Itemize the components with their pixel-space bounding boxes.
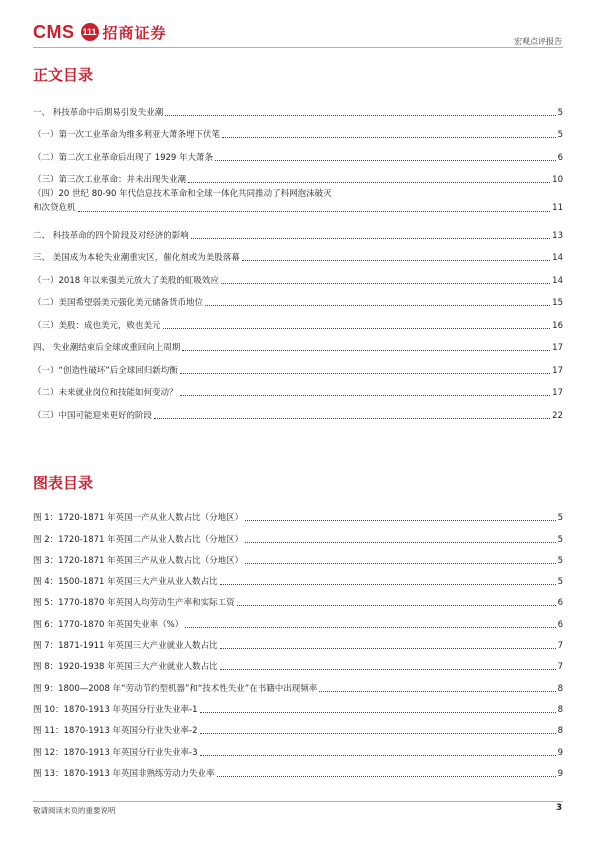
toc-entry-page: 6 <box>557 152 563 163</box>
dot-leader <box>205 304 550 306</box>
cms-logo <box>33 20 167 44</box>
toc-list <box>33 96 563 422</box>
toc-entry-label: 四、 失业潮结束后全球或重回向上周期 <box>33 343 181 353</box>
figure-entry-page: 5 <box>557 534 563 545</box>
toc-entry[interactable] <box>33 219 563 242</box>
dot-leader <box>185 626 555 628</box>
dot-leader <box>78 210 551 212</box>
figure-entry-page: 5 <box>557 555 563 566</box>
toc-entry[interactable] <box>33 377 563 400</box>
toc-entry[interactable] <box>33 399 563 422</box>
figure-entry-label: 图 9：1800—2008 年“劳动节约型机器”和“技术性失业”在书籍中出现频率 <box>33 683 318 694</box>
figure-entry[interactable] <box>33 695 563 716</box>
figure-entry-label: 图 2：1720-1871 年英国二产从业人数占比（分地区） <box>33 534 244 545</box>
dot-leader <box>220 647 556 649</box>
toc-entry-label: 三、 美国成为本轮失业潮重灾区，催化剂或为美股落幕 <box>33 253 240 263</box>
figure-entry[interactable] <box>33 567 563 588</box>
toc-entry-label: （二）美国希望弱美元强化美元储备货币地位 <box>33 298 204 308</box>
toc-entry-label: （三）中国可能迎来更好的阶段 <box>33 410 153 421</box>
dot-leader <box>191 237 550 239</box>
figure-entry-page: 6 <box>557 598 563 609</box>
toc-entry-label: （三）美股：成也美元，败也美元 <box>33 320 161 331</box>
dot-leader <box>220 668 556 670</box>
toc-entry-page: 15 <box>552 298 563 308</box>
figure-entry-label: 图 4：1500-1871 年英国三大产业从业人数占比 <box>33 577 218 588</box>
footer-disclaimer: 敬请阅读末页的重要说明 <box>33 806 116 815</box>
logo-badge-icon: 111 <box>81 23 99 41</box>
figure-entry[interactable] <box>33 759 563 780</box>
dot-leader <box>188 181 550 183</box>
toc-title: 正文目录 <box>33 66 94 84</box>
report-type: 宏观点评报告 <box>514 37 562 46</box>
figure-entry-label: 图 11：1870-1913 年英国分行业失业率-2 <box>33 726 198 737</box>
figure-entry-label: 图 10：1870-1913 年英国分行业失业率-1 <box>33 704 198 715</box>
toc-entry-line2 <box>33 201 563 215</box>
figure-entry-page: 5 <box>557 513 563 524</box>
dot-leader <box>180 394 551 396</box>
toc-entry[interactable] <box>33 141 563 164</box>
toc-entry-page: 16 <box>552 320 563 331</box>
toc-entry[interactable] <box>33 287 563 310</box>
dot-leader <box>245 562 555 564</box>
figure-entry-label: 图 12：1870-1913 年英国分行业失业率-3 <box>33 747 198 758</box>
dot-leader <box>242 259 550 261</box>
figure-entry[interactable] <box>33 588 563 609</box>
dot-leader <box>222 136 556 138</box>
toc-entry-label: （四）20 世纪 80-90 年代信息技术革命和全球一体化共同推动了科网泡沫破灭 <box>33 189 332 199</box>
toc-entry-label: （一）“创造性破坏”后全球回归新均衡 <box>33 365 178 376</box>
header-divider <box>33 47 563 48</box>
toc-entry-page: 14 <box>552 253 563 263</box>
toc-entry-label: （一）第一次工业革命为维多利亚大萧条埋下伏笔 <box>33 130 221 140</box>
dot-leader <box>237 604 556 606</box>
figure-entry[interactable] <box>33 652 563 673</box>
toc-entry-page: 14 <box>552 275 563 286</box>
figure-entry-page: 8 <box>557 726 563 737</box>
figure-entry-page: 9 <box>557 747 563 758</box>
figure-entry[interactable] <box>33 546 563 567</box>
figure-entry-label: 图 13：1870-1913 年英国非熟练劳动力失业率 <box>33 768 215 779</box>
figure-list-title: 图表目录 <box>33 474 94 492</box>
figure-entry-page: 8 <box>557 704 563 715</box>
toc-entry[interactable] <box>33 186 563 219</box>
figure-entry[interactable] <box>33 503 563 524</box>
toc-entry-label-cont: 和次贷危机 <box>33 203 76 213</box>
toc-entry-label: （二）第二次工业革命后出现了 1929 年大萧条 <box>33 152 214 163</box>
toc-entry-page: 13 <box>552 230 563 241</box>
figure-entry-label: 图 3：1720-1871 年英国三产从业人数占比（分地区） <box>33 555 244 566</box>
dot-leader <box>165 114 555 116</box>
toc-entry-page: 17 <box>552 388 563 398</box>
toc-entry-label: 一、 科技革命中后期易引发失业潮 <box>33 107 164 118</box>
dot-leader <box>200 754 556 756</box>
toc-entry[interactable] <box>33 332 563 355</box>
toc-entry[interactable] <box>33 242 563 265</box>
figure-entry-page: 8 <box>557 683 563 694</box>
figure-entry-label: 图 6：1770-1870 年英国失业率（%） <box>33 619 184 630</box>
dot-leader <box>245 519 555 521</box>
dot-leader <box>245 541 555 543</box>
toc-entry-page: 10 <box>552 175 563 185</box>
figure-entry[interactable] <box>33 609 563 630</box>
logo-chinese-text: 招商证券 <box>102 23 167 42</box>
dot-leader <box>220 583 556 585</box>
dot-leader <box>221 282 550 284</box>
figure-entry[interactable] <box>33 716 563 737</box>
figure-entry-page: 7 <box>557 641 563 652</box>
logo-latin-text: CMS <box>33 21 75 42</box>
page-number: 3 <box>556 803 562 813</box>
figure-entry-label: 图 7：1871-1911 年英国三大产业就业人数占比 <box>33 641 218 652</box>
figure-entry-page: 7 <box>557 662 563 673</box>
toc-entry[interactable] <box>33 354 563 377</box>
dot-leader <box>215 159 556 161</box>
toc-entry[interactable] <box>33 164 563 187</box>
toc-entry-page: 11 <box>552 203 563 213</box>
dot-leader <box>319 690 555 692</box>
figure-entry[interactable] <box>33 631 563 652</box>
dot-leader <box>217 775 556 777</box>
toc-entry-label: （三）第三次工业革命：并未出现失业潮 <box>33 175 187 185</box>
figure-entry-page: 9 <box>557 768 563 779</box>
dot-leader <box>163 327 551 329</box>
figure-entry-label: 图 8：1920-1938 年英国三大产业就业人数占比 <box>33 662 218 673</box>
figure-entry-page: 6 <box>557 619 563 630</box>
toc-entry-page: 5 <box>557 107 563 118</box>
toc-entry-page: 17 <box>552 343 563 353</box>
toc-entry-page: 17 <box>552 365 563 376</box>
toc-entry[interactable] <box>33 264 563 287</box>
figure-entry-label: 图 5：1770-1870 年英国人均劳动生产率和实际工资 <box>33 598 235 609</box>
figure-entry[interactable] <box>33 524 563 545</box>
toc-entry[interactable] <box>33 309 563 332</box>
toc-entry-label: 二、 科技革命的四个阶段及对经济的影响 <box>33 230 189 241</box>
dot-leader <box>200 711 556 713</box>
figure-entry-page: 5 <box>557 577 563 588</box>
toc-entry-page: 22 <box>552 410 563 421</box>
toc-entry-label: （一）2018 年以来强美元放大了美股的虹吸效应 <box>33 275 219 286</box>
dot-leader <box>154 417 550 419</box>
toc-entry[interactable] <box>33 119 563 142</box>
toc-entry-label: （二）未来就业岗位和技能如何变动？ <box>33 388 178 398</box>
toc-entry[interactable] <box>33 96 563 119</box>
dot-leader <box>182 349 550 351</box>
footer-divider <box>33 801 563 802</box>
toc-entry-page: 5 <box>557 130 563 140</box>
figure-list <box>33 503 563 780</box>
dot-leader <box>180 372 550 374</box>
dot-leader <box>200 732 556 734</box>
figure-entry[interactable] <box>33 673 563 694</box>
page-header <box>0 0 595 48</box>
figure-entry[interactable] <box>33 737 563 758</box>
figure-entry-label: 图 1：1720-1871 年英国一产从业人数占比（分地区） <box>33 513 244 524</box>
